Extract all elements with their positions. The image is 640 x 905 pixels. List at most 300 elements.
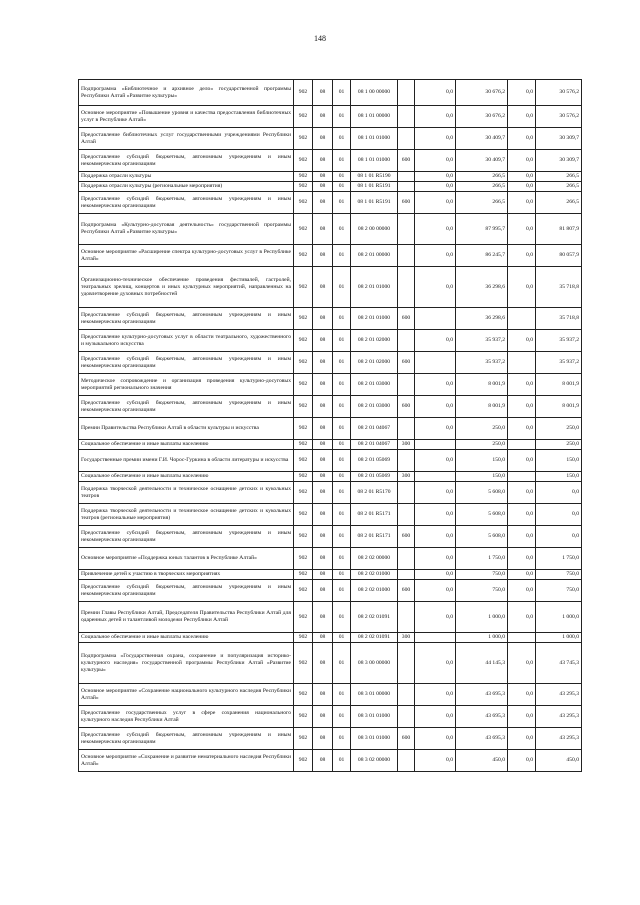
cell-s2: 1 000,0 xyxy=(456,633,508,643)
cell-rz: 08 xyxy=(313,172,333,182)
cell-s1 xyxy=(415,633,456,643)
cell-name: Социальное обеспечение и иные выплаты населению xyxy=(79,472,294,482)
cell-name: Социальное обеспечение и иные выплаты населению xyxy=(79,440,294,450)
cell-csr: 08 2 01 R5171 xyxy=(351,526,398,548)
cell-vr xyxy=(398,570,415,580)
cell-rz: 08 xyxy=(313,580,333,602)
cell-s1: 0,0 xyxy=(415,728,456,750)
cell-s2: 43 695,3 xyxy=(456,706,508,728)
cell-s1: 0,0 xyxy=(415,80,456,106)
cell-vr: 600 xyxy=(398,396,415,418)
table-row xyxy=(79,548,582,570)
cell-csr: 08 2 02 01091 xyxy=(351,633,398,643)
cell-gr: 902 xyxy=(294,182,313,192)
cell-s2: 36 298,6 xyxy=(456,308,508,330)
cell-rz: 08 xyxy=(313,80,333,106)
cell-vr xyxy=(398,643,415,684)
cell-s4: 35 718,8 xyxy=(536,308,582,330)
cell-s2: 43 695,3 xyxy=(456,728,508,750)
cell-s1: 0,0 xyxy=(415,182,456,192)
cell-gr: 902 xyxy=(294,580,313,602)
cell-s4: 43 295,3 xyxy=(536,706,582,728)
cell-pr: 01 xyxy=(333,308,351,330)
cell-csr: 08 1 01 01000 xyxy=(351,128,398,150)
cell-csr: 08 2 01 R5171 xyxy=(351,504,398,526)
cell-pr: 01 xyxy=(333,580,351,602)
cell-s2: 1 000,0 xyxy=(456,602,508,633)
cell-s3: 0,0 xyxy=(508,602,536,633)
cell-name: Привлечение детей к участию в творческих мероприятиях xyxy=(79,570,294,580)
cell-vr: 600 xyxy=(398,728,415,750)
cell-csr: 08 2 01 R5170 xyxy=(351,482,398,504)
cell-s3 xyxy=(508,440,536,450)
cell-gr: 902 xyxy=(294,548,313,570)
table-row xyxy=(79,214,582,245)
cell-s1: 0,0 xyxy=(415,504,456,526)
cell-s1: 0,0 xyxy=(415,330,456,352)
cell-rz: 08 xyxy=(313,482,333,504)
cell-name: Подпрограмма «Культурно-досуговая деятельность» государственной программы Республики Алтай «Развитие культуры» xyxy=(79,214,294,245)
cell-pr: 01 xyxy=(333,330,351,352)
cell-s3: 0,0 xyxy=(508,80,536,106)
cell-pr: 01 xyxy=(333,374,351,396)
cell-csr: 08 2 00 00000 xyxy=(351,214,398,245)
cell-s1: 0,0 xyxy=(415,450,456,472)
cell-name: Основное мероприятие «Сохранение и развитие нематериального наследия Республики Алтай» xyxy=(79,750,294,772)
cell-name: Предоставление библиотечных услуг государственными учреждениями Республики Алтай xyxy=(79,128,294,150)
cell-pr: 01 xyxy=(333,602,351,633)
cell-s2: 30 676,2 xyxy=(456,80,508,106)
cell-name: Предоставление субсидий бюджетным, автономным учреждениям и иным некоммерческим организациям xyxy=(79,728,294,750)
cell-s3: 0,0 xyxy=(508,684,536,706)
cell-name: Предоставление субсидий бюджетным, автономным учреждениям и иным некоммерческим организациям xyxy=(79,396,294,418)
cell-csr: 08 2 02 01000 xyxy=(351,580,398,602)
cell-rz: 08 xyxy=(313,182,333,192)
cell-vr xyxy=(398,245,415,267)
cell-s1 xyxy=(415,472,456,482)
cell-s1 xyxy=(415,352,456,374)
table-row xyxy=(79,580,582,602)
cell-name: Методическое сопровождение и организация проведения культурно-досуговых мероприятий регионального значения xyxy=(79,374,294,396)
cell-vr xyxy=(398,330,415,352)
cell-pr: 01 xyxy=(333,128,351,150)
cell-rz: 08 xyxy=(313,504,333,526)
cell-s1: 0,0 xyxy=(415,570,456,580)
cell-vr xyxy=(398,128,415,150)
cell-rz: 08 xyxy=(313,602,333,633)
cell-pr: 01 xyxy=(333,750,351,772)
cell-csr: 08 2 02 01091 xyxy=(351,602,398,633)
cell-s4: 43 295,3 xyxy=(536,684,582,706)
cell-s2: 30 409,7 xyxy=(456,150,508,172)
cell-gr: 902 xyxy=(294,128,313,150)
cell-s3: 0,0 xyxy=(508,128,536,150)
cell-s2: 5 608,0 xyxy=(456,526,508,548)
cell-s4: 30 309,7 xyxy=(536,150,582,172)
table-row xyxy=(79,352,582,374)
cell-s1: 0,0 xyxy=(415,418,456,440)
cell-vr: 600 xyxy=(398,352,415,374)
cell-pr: 01 xyxy=(333,706,351,728)
cell-gr: 902 xyxy=(294,80,313,106)
cell-s2: 250,0 xyxy=(456,440,508,450)
cell-vr xyxy=(398,684,415,706)
cell-gr: 902 xyxy=(294,633,313,643)
table-row xyxy=(79,128,582,150)
cell-s4: 750,0 xyxy=(536,570,582,580)
cell-s2: 87 995,7 xyxy=(456,214,508,245)
cell-gr: 902 xyxy=(294,728,313,750)
cell-name: Предоставление субсидий бюджетным, автономным учреждениям и иным некоммерческим организациям xyxy=(79,352,294,374)
cell-gr: 902 xyxy=(294,308,313,330)
cell-rz: 08 xyxy=(313,150,333,172)
cell-s1: 0,0 xyxy=(415,192,456,214)
cell-rz: 08 xyxy=(313,106,333,128)
cell-vr xyxy=(398,374,415,396)
cell-pr: 01 xyxy=(333,472,351,482)
cell-gr: 902 xyxy=(294,150,313,172)
cell-pr: 01 xyxy=(333,352,351,374)
cell-s1: 0,0 xyxy=(415,526,456,548)
cell-csr: 08 1 01 R5190 xyxy=(351,172,398,182)
cell-pr: 01 xyxy=(333,172,351,182)
cell-s3: 0,0 xyxy=(508,418,536,440)
cell-s3: 0,0 xyxy=(508,450,536,472)
cell-rz: 08 xyxy=(313,396,333,418)
cell-s1: 0,0 xyxy=(415,548,456,570)
cell-gr: 902 xyxy=(294,418,313,440)
cell-s3 xyxy=(508,352,536,374)
cell-s1: 0,0 xyxy=(415,643,456,684)
cell-rz: 08 xyxy=(313,267,333,308)
table-row xyxy=(79,643,582,684)
cell-s2: 266,5 xyxy=(456,182,508,192)
cell-s3: 0,0 xyxy=(508,182,536,192)
cell-s4: 250,0 xyxy=(536,418,582,440)
cell-name: Поддержка творческой деятельности и техническое оснащение детских и кукольных театров xyxy=(79,482,294,504)
cell-csr: 08 3 00 00000 xyxy=(351,643,398,684)
cell-name: Предоставление субсидий бюджетным, автономным учреждениям и иным некоммерческим организациям xyxy=(79,192,294,214)
cell-csr: 08 1 01 R5191 xyxy=(351,182,398,192)
cell-pr: 01 xyxy=(333,526,351,548)
cell-vr: 300 xyxy=(398,472,415,482)
cell-s2: 30 409,7 xyxy=(456,128,508,150)
cell-s4: 0,0 xyxy=(536,482,582,504)
cell-s3: 0,0 xyxy=(508,504,536,526)
cell-s4: 266,5 xyxy=(536,172,582,182)
cell-name: Поддержка творческой деятельности и техническое оснащение детских и кукольных театров (региональные мероприятия) xyxy=(79,504,294,526)
cell-name: Предоставление субсидий бюджетным, автономным учреждениям и иным некоммерческим организациям xyxy=(79,526,294,548)
cell-gr: 902 xyxy=(294,374,313,396)
cell-gr: 902 xyxy=(294,267,313,308)
cell-s4: 1 000,0 xyxy=(536,633,582,643)
cell-s1: 0,0 xyxy=(415,580,456,602)
cell-rz: 08 xyxy=(313,128,333,150)
cell-s2: 5 608,0 xyxy=(456,482,508,504)
cell-s1: 0,0 xyxy=(415,750,456,772)
cell-s2: 450,0 xyxy=(456,750,508,772)
cell-vr: 600 xyxy=(398,580,415,602)
cell-s4: 43 745,3 xyxy=(536,643,582,684)
cell-name: Предоставление субсидий бюджетным, автономным учреждениям и иным некоммерческим организациям xyxy=(79,580,294,602)
cell-vr xyxy=(398,80,415,106)
cell-gr: 902 xyxy=(294,106,313,128)
cell-vr xyxy=(398,214,415,245)
table-row xyxy=(79,602,582,633)
cell-csr: 08 2 01 05069 xyxy=(351,450,398,472)
cell-csr: 08 2 01 01000 xyxy=(351,308,398,330)
cell-s4: 30 309,7 xyxy=(536,128,582,150)
cell-csr: 08 1 00 00000 xyxy=(351,80,398,106)
cell-s2: 5 608,0 xyxy=(456,504,508,526)
table-row xyxy=(79,472,582,482)
cell-s1 xyxy=(415,440,456,450)
cell-s1: 0,0 xyxy=(415,172,456,182)
cell-s3: 0,0 xyxy=(508,580,536,602)
cell-s2: 750,0 xyxy=(456,580,508,602)
cell-name: Основное мероприятие «Поддержка юных талантов в Республике Алтай» xyxy=(79,548,294,570)
cell-rz: 08 xyxy=(313,548,333,570)
table-row xyxy=(79,192,582,214)
cell-gr: 902 xyxy=(294,450,313,472)
cell-pr: 01 xyxy=(333,633,351,643)
cell-pr: 01 xyxy=(333,728,351,750)
cell-vr xyxy=(398,482,415,504)
cell-csr: 08 2 01 00000 xyxy=(351,245,398,267)
cell-name: Государственные премии имени Г.И. Чорос-Гуркина в области литературы и искусства xyxy=(79,450,294,472)
cell-s4: 266,5 xyxy=(536,182,582,192)
cell-csr: 08 2 01 01000 xyxy=(351,267,398,308)
cell-vr xyxy=(398,267,415,308)
cell-name: Подпрограмма «Библиотечное и архивное дело» государственной программы Республики Алтай «Развитие культуры» xyxy=(79,80,294,106)
table-row xyxy=(79,172,582,182)
cell-csr: 08 1 01 01000 xyxy=(351,150,398,172)
cell-s4: 150,0 xyxy=(536,472,582,482)
cell-gr: 902 xyxy=(294,330,313,352)
cell-s3: 0,0 xyxy=(508,643,536,684)
cell-pr: 01 xyxy=(333,504,351,526)
table-row xyxy=(79,396,582,418)
cell-pr: 01 xyxy=(333,245,351,267)
cell-vr: 300 xyxy=(398,633,415,643)
cell-gr: 902 xyxy=(294,440,313,450)
cell-s3: 0,0 xyxy=(508,267,536,308)
cell-s3: 0,0 xyxy=(508,214,536,245)
cell-s2: 43 695,3 xyxy=(456,684,508,706)
cell-s4: 8 001,9 xyxy=(536,374,582,396)
cell-vr xyxy=(398,450,415,472)
cell-csr: 08 2 01 04067 xyxy=(351,440,398,450)
cell-csr: 08 2 01 05069 xyxy=(351,472,398,482)
cell-s4: 1 750,0 xyxy=(536,548,582,570)
table-row xyxy=(79,570,582,580)
cell-s3 xyxy=(508,472,536,482)
cell-gr: 902 xyxy=(294,245,313,267)
cell-pr: 01 xyxy=(333,182,351,192)
table-row xyxy=(79,504,582,526)
cell-s1: 0,0 xyxy=(415,684,456,706)
cell-gr: 902 xyxy=(294,482,313,504)
cell-s1: 0,0 xyxy=(415,128,456,150)
cell-s3: 0,0 xyxy=(508,150,536,172)
cell-csr: 08 2 01 03000 xyxy=(351,396,398,418)
cell-name: Основное мероприятие «Сохранение национального культурного наследия Республики Алтай» xyxy=(79,684,294,706)
table-row xyxy=(79,684,582,706)
cell-s2: 266,5 xyxy=(456,192,508,214)
cell-rz: 08 xyxy=(313,526,333,548)
cell-s4: 30 576,2 xyxy=(536,80,582,106)
cell-s1: 0,0 xyxy=(415,396,456,418)
cell-s2: 1 750,0 xyxy=(456,548,508,570)
cell-pr: 01 xyxy=(333,684,351,706)
cell-s3: 0,0 xyxy=(508,192,536,214)
cell-pr: 01 xyxy=(333,418,351,440)
cell-gr: 902 xyxy=(294,526,313,548)
cell-s3: 0,0 xyxy=(508,548,536,570)
cell-pr: 01 xyxy=(333,267,351,308)
cell-gr: 902 xyxy=(294,472,313,482)
cell-csr: 08 2 01 03000 xyxy=(351,374,398,396)
cell-vr xyxy=(398,602,415,633)
cell-pr: 01 xyxy=(333,214,351,245)
cell-gr: 902 xyxy=(294,504,313,526)
cell-name: Предоставление культурно-досуговых услуг в области театрального, художественного и музыкального искусства xyxy=(79,330,294,352)
cell-gr: 902 xyxy=(294,396,313,418)
cell-s4: 150,0 xyxy=(536,450,582,472)
cell-csr: 08 3 02 00000 xyxy=(351,750,398,772)
cell-csr: 08 2 01 04067 xyxy=(351,418,398,440)
cell-s4: 8 001,9 xyxy=(536,396,582,418)
table-row xyxy=(79,750,582,772)
cell-vr xyxy=(398,106,415,128)
cell-s3: 0,0 xyxy=(508,396,536,418)
cell-gr: 902 xyxy=(294,570,313,580)
cell-s3: 0,0 xyxy=(508,482,536,504)
cell-s2: 750,0 xyxy=(456,570,508,580)
cell-gr: 902 xyxy=(294,192,313,214)
cell-rz: 08 xyxy=(313,352,333,374)
table-body xyxy=(79,80,582,772)
table-row xyxy=(79,450,582,472)
cell-pr: 01 xyxy=(333,548,351,570)
table-row xyxy=(79,418,582,440)
cell-s2: 35 937,2 xyxy=(456,352,508,374)
cell-name: Премии Главы Республики Алтай, Председателя Правительства Республики Алтай для одаренных детей и талантливой молодежи Республики Алтай xyxy=(79,602,294,633)
table-row xyxy=(79,308,582,330)
cell-s3: 0,0 xyxy=(508,172,536,182)
cell-vr xyxy=(398,418,415,440)
cell-s3: 0,0 xyxy=(508,330,536,352)
cell-pr: 01 xyxy=(333,396,351,418)
cell-s4: 35 937,2 xyxy=(536,352,582,374)
cell-s4: 43 295,3 xyxy=(536,728,582,750)
cell-s4: 81 807,9 xyxy=(536,214,582,245)
cell-pr: 01 xyxy=(333,450,351,472)
cell-gr: 902 xyxy=(294,684,313,706)
cell-csr: 08 1 01 R5191 xyxy=(351,192,398,214)
cell-s1: 0,0 xyxy=(415,482,456,504)
cell-s4: 266,5 xyxy=(536,192,582,214)
cell-s4: 250,0 xyxy=(536,440,582,450)
table-row xyxy=(79,440,582,450)
cell-name: Поддержка отрасли культуры xyxy=(79,172,294,182)
budget-table xyxy=(78,79,582,772)
cell-rz: 08 xyxy=(313,374,333,396)
cell-s4: 750,0 xyxy=(536,580,582,602)
page-number: 148 xyxy=(314,34,326,43)
cell-pr: 01 xyxy=(333,440,351,450)
cell-gr: 902 xyxy=(294,352,313,374)
cell-s2: 35 937,2 xyxy=(456,330,508,352)
cell-vr: 600 xyxy=(398,150,415,172)
cell-s1: 0,0 xyxy=(415,267,456,308)
cell-vr: 600 xyxy=(398,308,415,330)
table-row xyxy=(79,106,582,128)
cell-s4: 35 718,8 xyxy=(536,267,582,308)
cell-vr xyxy=(398,750,415,772)
cell-rz: 08 xyxy=(313,643,333,684)
cell-csr: 08 1 01 00000 xyxy=(351,106,398,128)
cell-s4: 450,0 xyxy=(536,750,582,772)
cell-name: Предоставление государственных услуг в сфере сохранения национального культурного наследия Республики Алтай xyxy=(79,706,294,728)
cell-s1: 0,0 xyxy=(415,602,456,633)
table-row xyxy=(79,374,582,396)
cell-name: Основное мероприятие «Расширение спектра культурно-досуговых услуг в Республике Алтай» xyxy=(79,245,294,267)
cell-s3 xyxy=(508,308,536,330)
cell-csr: 08 2 01 02000 xyxy=(351,330,398,352)
cell-s1: 0,0 xyxy=(415,706,456,728)
cell-csr: 08 2 01 02000 xyxy=(351,352,398,374)
cell-gr: 902 xyxy=(294,172,313,182)
cell-rz: 08 xyxy=(313,684,333,706)
cell-s1: 0,0 xyxy=(415,214,456,245)
cell-s1 xyxy=(415,308,456,330)
cell-name: Поддержка отрасли культуры (региональные мероприятия) xyxy=(79,182,294,192)
cell-vr xyxy=(398,504,415,526)
cell-csr: 08 3 01 01000 xyxy=(351,728,398,750)
cell-pr: 01 xyxy=(333,643,351,684)
cell-gr: 902 xyxy=(294,602,313,633)
cell-vr xyxy=(398,182,415,192)
cell-s4: 0,0 xyxy=(536,504,582,526)
table-row xyxy=(79,80,582,106)
cell-vr: 600 xyxy=(398,526,415,548)
cell-pr: 01 xyxy=(333,106,351,128)
cell-s3 xyxy=(508,633,536,643)
table-row xyxy=(79,182,582,192)
cell-s2: 150,0 xyxy=(456,450,508,472)
cell-s3: 0,0 xyxy=(508,728,536,750)
cell-rz: 08 xyxy=(313,192,333,214)
cell-s2: 30 676,2 xyxy=(456,106,508,128)
cell-s2: 44 145,3 xyxy=(456,643,508,684)
cell-vr: 300 xyxy=(398,440,415,450)
cell-name: Социальное обеспечение и иные выплаты населению xyxy=(79,633,294,643)
table-row xyxy=(79,706,582,728)
table-row xyxy=(79,633,582,643)
cell-gr: 902 xyxy=(294,643,313,684)
cell-rz: 08 xyxy=(313,330,333,352)
cell-pr: 01 xyxy=(333,482,351,504)
cell-pr: 01 xyxy=(333,150,351,172)
cell-rz: 08 xyxy=(313,728,333,750)
cell-rz: 08 xyxy=(313,245,333,267)
cell-s1: 0,0 xyxy=(415,245,456,267)
table-row xyxy=(79,245,582,267)
cell-csr: 08 2 02 01000 xyxy=(351,570,398,580)
cell-s1: 0,0 xyxy=(415,106,456,128)
cell-name: Предоставление субсидий бюджетным, автономным учреждениям и иным некоммерческим организациям xyxy=(79,150,294,172)
